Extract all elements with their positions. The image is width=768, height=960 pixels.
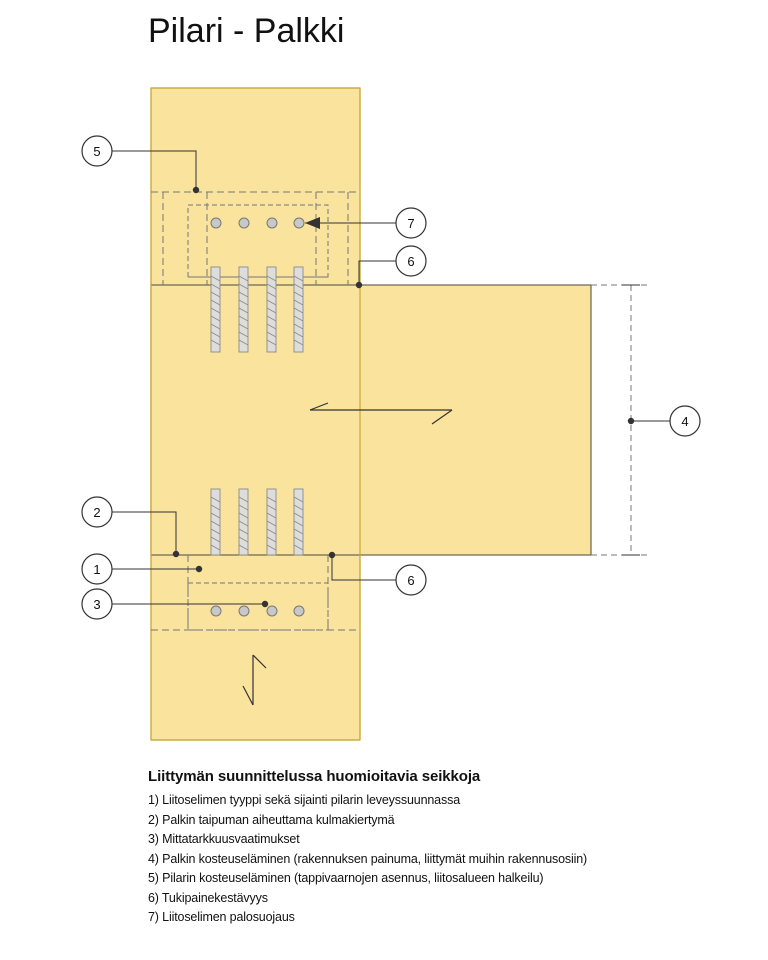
dowel-circle (294, 606, 304, 616)
note-item: 3) Mittatarkkuusvaatimukset (148, 832, 300, 846)
callout-bubble-1[interactable] (82, 554, 112, 584)
screw (211, 489, 220, 555)
callout-label: 7 (407, 216, 415, 231)
screw (294, 267, 303, 352)
note-item: 5) Pilarin kosteuseläminen (tappivaarnojen asennus, liitosalueen halkeilu) (148, 871, 544, 885)
beam-depth-dimension (591, 285, 648, 555)
callout-label: 3 (93, 597, 101, 612)
dowel-circle (239, 606, 249, 616)
callout-label: 2 (93, 505, 101, 520)
page-title: Pilari - Palkki (148, 12, 345, 50)
note-item: 4) Palkin kosteuseläminen (rakennuksen painuma, liittymät muihin rakennusosiin) (148, 851, 588, 866)
note-item: 2) Palkin taipuman aiheuttama kulmakiertymä (148, 812, 395, 827)
callout-bubble-4[interactable] (670, 406, 700, 436)
dowel-circle (294, 218, 304, 228)
callout-label: 6 (407, 254, 415, 269)
callout-bubble-7[interactable] (396, 208, 426, 238)
note-item: 7) Liitoselimen palosuojaus (148, 910, 295, 924)
dowel-circle (267, 218, 277, 228)
dowel-circle (211, 218, 221, 228)
dowel-circle (211, 606, 221, 616)
callout-label: 5 (93, 144, 101, 159)
screw (267, 489, 276, 555)
dowel-circle (267, 606, 277, 616)
callout-label: 4 (681, 414, 689, 429)
notes-heading: Liittymän suunnittelussa huomioitavia seikkoja (148, 768, 481, 785)
callout-bubble-6-lower[interactable] (396, 565, 426, 595)
callout-bubble-3[interactable] (82, 589, 112, 619)
callout-bubble-2[interactable] (82, 497, 112, 527)
screw (267, 267, 276, 352)
callout-label: 1 (93, 562, 101, 577)
callout-bubble-5[interactable] (82, 136, 112, 166)
callout-bubble-6-upper[interactable] (396, 246, 426, 276)
screw (294, 489, 303, 555)
screw (239, 267, 248, 352)
notes-block (148, 768, 708, 928)
note-item: 6) Tukipainekestävyys (148, 890, 268, 905)
note-item: 1) Liitoselimen tyyppi sekä sijainti pilarin leveyssuunnassa (148, 793, 460, 807)
dowel-circle (239, 218, 249, 228)
callout-label: 6 (407, 573, 415, 588)
screw (211, 267, 220, 352)
screw (239, 489, 248, 555)
